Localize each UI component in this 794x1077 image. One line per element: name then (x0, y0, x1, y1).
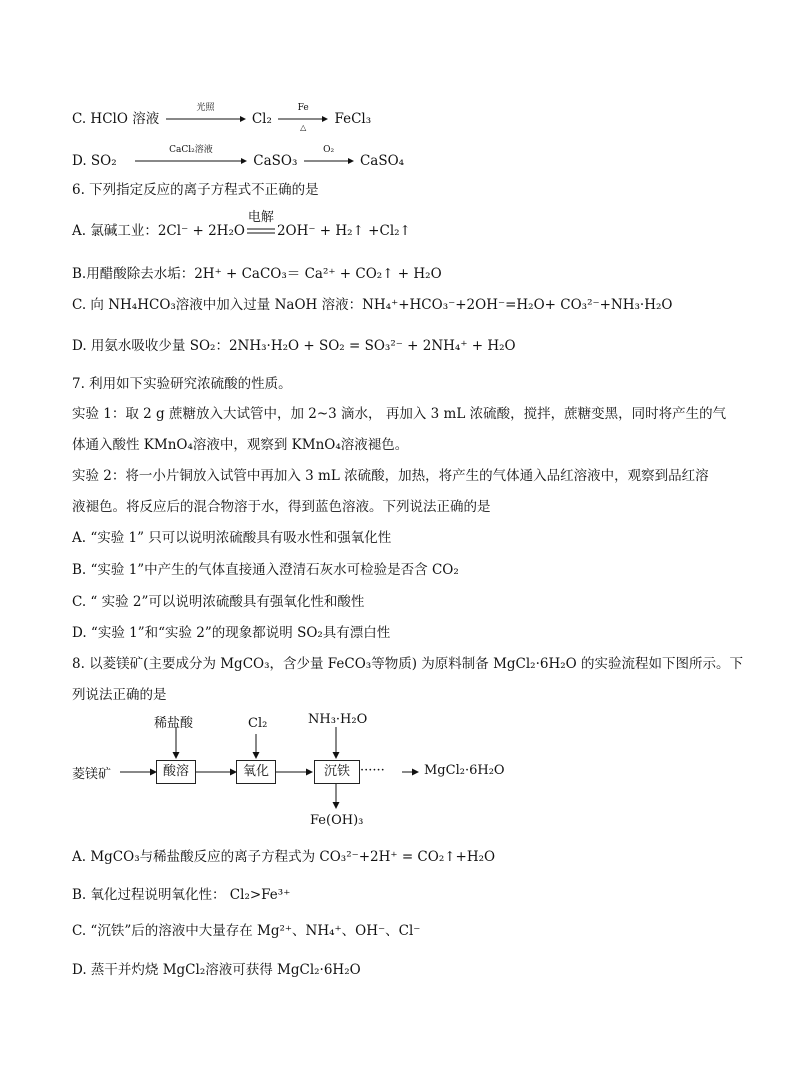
q7-option-b: B. “实验 1”中产生的气体直接通入澄清石灰水可检验是否含 CO₂ (72, 562, 459, 578)
q8-flow-diagram (72, 712, 542, 832)
flow-reagent-cl2: Cl₂ (248, 716, 268, 731)
q8-option-c: C. “沉铁”后的溶液中大量存在 Mg²⁺、NH₄⁺、OH⁻、Cl⁻ (72, 923, 421, 939)
q5-option-d (72, 144, 405, 171)
flow-byproduct: Fe(OH)₃ (310, 813, 364, 828)
q5-c-arrow1-cond: 光照 (196, 102, 215, 113)
q8-option-d: D. 蒸干并灼烧 MgCl₂溶液可获得 MgCl₂·6H₂O (72, 962, 361, 978)
q7-exp1-line2: 体通入酸性 KMnO₄溶液中，观察到 KMnO₄溶液褪色。 (72, 437, 409, 453)
q7-option-d: D. “实验 1”和“实验 2”的现象都说明 SO₂具有漂白性 (72, 625, 391, 641)
q5-c-arrow2-bot: △ (300, 122, 307, 132)
flow-reagent-nh3: NH₃·H₂O (308, 712, 368, 727)
q7-exp2-line1: 实验 2：将一小片铜放入试管中再加入 3 mL 浓硫酸，加热，将产生的气体通入品红溶液中，观察到品红溶 (72, 468, 709, 484)
flow-reagent-hcl: 稀盐酸 (154, 716, 194, 731)
q6-a-equals (247, 209, 275, 241)
q7-exp1-line1: 实验 1：取 2 g 蔗糖放入大试管中，加 2~3 滴水， 再加入 3 mL 浓硫酸，搅拌，蔗糖变黑，同时将产生的气 (72, 406, 727, 422)
flow-product: MgCl₂·6H₂O (424, 763, 505, 778)
q5-d-arrow2 (304, 144, 354, 171)
q8-stem-line2: 列说法正确的是 (72, 687, 167, 703)
q6-a-condition: 电解 (247, 209, 274, 225)
flow-dots: ······ (360, 763, 385, 778)
q5-c-mid: Cl₂ (251, 111, 272, 127)
q5-c-label: C. HClO 溶液 (72, 111, 160, 127)
q7-option-c: C. “ 实验 2”可以说明浓硫酸具有强氧化性和酸性 (72, 594, 365, 610)
q5-d-arrow1-cond: CaCl₂溶液 (169, 144, 213, 155)
q5-d-mid: CaSO₃ (253, 153, 298, 169)
q6-stem: 6. 下列指定反应的离子方程式不正确的是 (72, 182, 319, 198)
flow-step-oxidize: 氧化 (236, 760, 276, 784)
q5-c-arrow1 (166, 102, 246, 129)
q6-option-c: C. 向 NH₄HCO₃溶液中加入过量 NaOH 溶液：NH₄⁺+HCO₃⁻+2OH⁻=H₂O+ CO₃²⁻+NH₃·H₂O (72, 297, 673, 313)
q5-d-arrow2-cond: O₂ (323, 144, 335, 155)
q5-c-end: FeCl₃ (334, 111, 372, 127)
equal-sign-icon (247, 226, 275, 236)
flow-step-iron-removal: 沉铁 (314, 760, 360, 784)
flow-step-dissolve: 酸溶 (156, 760, 196, 784)
q5-d-arrow1 (135, 144, 247, 171)
q5-c-arrow2-top: Fe (297, 102, 309, 113)
q6-a-suffix: 2OH⁻ + H₂↑ +Cl₂↑ (276, 223, 411, 239)
q5-d-end: CaSO₄ (359, 153, 405, 169)
q5-option-c (72, 102, 372, 132)
q7-stem: 7. 利用如下实验研究浓硫酸的性质。 (72, 376, 292, 392)
q6-option-d: D. 用氨水吸收少量 SO₂：2NH₃·H₂O + SO₂ = SO₃²⁻ + 2NH₄⁺ + H₂O (72, 338, 516, 354)
q8-option-b: B. 氧化过程说明氧化性： Cl₂>Fe³⁺ (72, 887, 291, 903)
q6-option-b: B.用醋酸除去水垢：2H⁺ + CaCO₃＝ Ca²⁺ + CO₂↑ + H₂O (72, 266, 442, 282)
q8-option-a: A. MgCO₃与稀盐酸反应的离子方程式为 CO₃²⁻+2H⁺ = CO₂↑+H₂O (72, 849, 496, 865)
q5-c-arrow2 (278, 102, 328, 132)
q6-option-a (72, 209, 411, 241)
flow-start: 菱镁矿 (72, 767, 112, 782)
q7-exp2-line2: 液褪色。将反应后的混合物溶于水，得到蓝色溶液。下列说法正确的是 (72, 499, 491, 515)
q7-option-a: A. “实验 1” 只可以说明浓硫酸具有吸水性和强氧化性 (72, 530, 392, 546)
q5-d-label: D. SO₂ (72, 153, 117, 169)
q8-stem-line1: 8. 以菱镁矿(主要成分为 MgCO₃，含少量 FeCO₃等物质) 为原料制备 MgCl₂·6H₂O 的实验流程如下图所示。下 (72, 656, 744, 672)
q6-a-prefix: A. 氯碱工业：2Cl⁻ + 2H₂O (72, 223, 245, 239)
